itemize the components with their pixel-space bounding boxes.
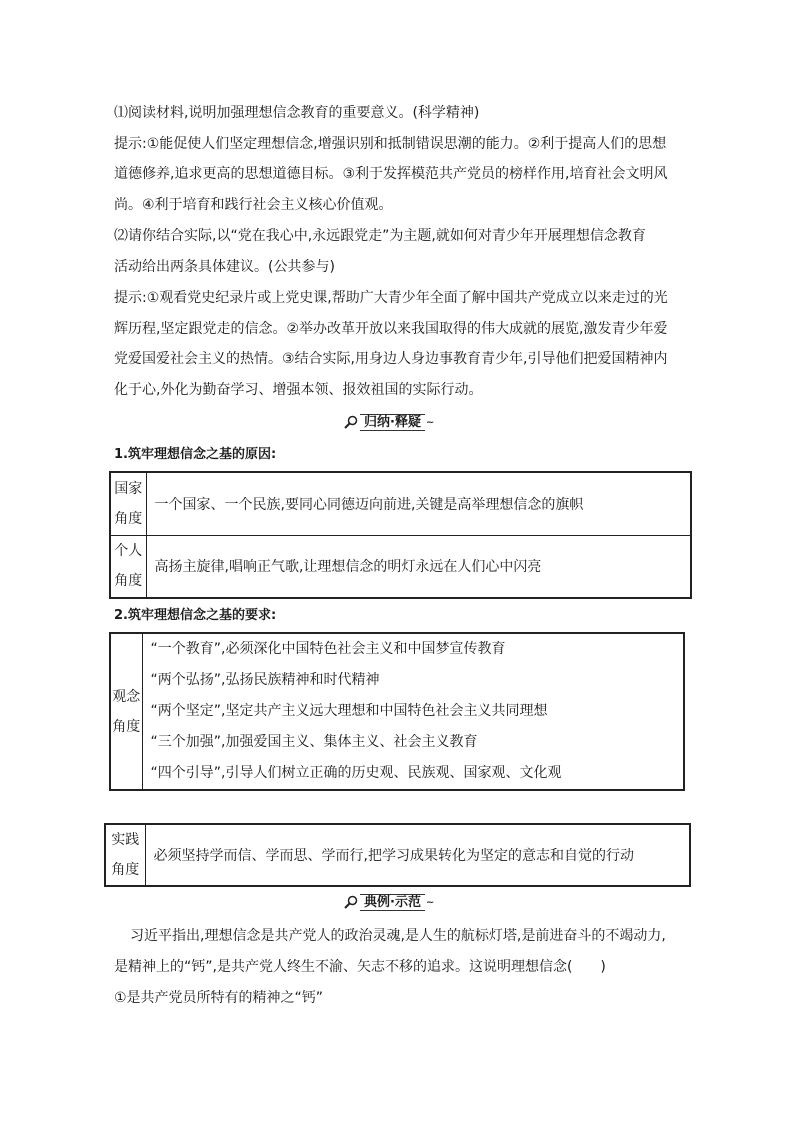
question1-hint-line-1: 提示:①能促使人们坚定理想信念,增强识别和抵制错误思潮的能力。②利于提高人们的思想 bbox=[114, 136, 667, 152]
row-content: 必须坚持学而信、学而思、学而行,把学习成果转化为坚定的意志和自觉的行动 bbox=[145, 824, 690, 886]
row-content: 高扬主旋律,唱响正气歌,让理想信念的明灯永远在人们心中闪亮 bbox=[146, 535, 691, 598]
row-label: 国家 角度 bbox=[110, 472, 146, 535]
question1-hint-line-2: 道德修养,追求更高的思想道德目标。③利于发挥模范共产党员的榜样作用,培育社会文明风 bbox=[114, 166, 668, 182]
reasons-heading: 1.筑牢理想信念之基的原因: bbox=[114, 447, 277, 462]
table-row bbox=[105, 824, 690, 886]
requirements-list bbox=[142, 633, 684, 790]
list-item: “四个引导”,引导人们树立正确的历史观、民族观、国家观、文化观 bbox=[150, 765, 562, 781]
list-item: “一个教育”,必须深化中国特色社会主义和中国梦宣传教育 bbox=[150, 641, 506, 657]
section-summary-tag bbox=[343, 413, 434, 431]
list-item: “两个坚定”,坚定共产主义远大理想和中国特色社会主义共同理想 bbox=[150, 703, 548, 719]
row-label: 实践 角度 bbox=[105, 824, 145, 886]
table-row bbox=[110, 472, 691, 535]
question1-hint-line-3: 尚。④利于培育和践行社会主义核心价值观。 bbox=[114, 197, 393, 213]
section-summary-label: 归纳·释疑 bbox=[360, 414, 425, 431]
table-row bbox=[110, 535, 691, 598]
section-example-label: 典例·示范 bbox=[360, 894, 425, 911]
table-row bbox=[110, 633, 684, 790]
section-example-tag bbox=[343, 893, 434, 911]
example-option-1: ①是共产党员所特有的精神之“钙” bbox=[114, 990, 324, 1006]
practice-table bbox=[104, 823, 691, 887]
question2-hint-line-1: 提示:①观看党史纪录片或上党史课,帮助广大青少年全面了解中国共产党成立以来走过的光 bbox=[114, 290, 668, 306]
list-item: “两个弘扬”,弘扬民族精神和时代精神 bbox=[150, 672, 380, 688]
row-label: 观念 角度 bbox=[110, 633, 142, 790]
question1-prompt: ⑴阅读材料,说明加强理想信念教育的重要意义。(科学精神) bbox=[114, 105, 480, 121]
squiggle-decoration-icon: ~ bbox=[425, 416, 435, 428]
requirements-table bbox=[109, 632, 685, 791]
question2-hint-line-4: 化于心,外化为勤奋学习、增强本领、报效祖国的实际行动。 bbox=[114, 382, 483, 398]
example-line-1: 习近平指出,理想信念是共产党人的政治灵魂,是人生的航标灯塔,是前进奋斗的不竭动力, bbox=[130, 928, 666, 944]
question2-prompt-line-1: ⑵请你结合实际,以“党在我心中,永远跟党走”为主题,就如何对青少年开展理想信念教育 bbox=[114, 228, 646, 244]
reasons-table bbox=[109, 471, 692, 599]
row-content: 一个国家、一个民族,要同心同德迈向前进,关键是高举理想信念的旗帜 bbox=[146, 472, 691, 535]
example-line-2: 是精神上的“钙”,是共产党人终生不渝、矢志不移的追求。这说明理想信念( ) bbox=[114, 959, 606, 975]
requirements-heading: 2.筑牢理想信念之基的要求: bbox=[114, 608, 277, 623]
magnifier-icon bbox=[343, 894, 359, 910]
magnifier-icon bbox=[343, 414, 359, 430]
question2-hint-line-2: 辉历程,坚定跟党走的信念。②举办改革开放以来我国取得的伟大成就的展览,激发青少年爱 bbox=[114, 321, 668, 337]
list-item: “三个加强”,加强爱国主义、集体主义、社会主义教育 bbox=[150, 734, 478, 750]
row-label: 个人 角度 bbox=[110, 535, 146, 598]
squiggle-decoration-icon: ~ bbox=[425, 896, 435, 908]
question2-prompt-line-2: 活动给出两条具体建议。(公共参与) bbox=[114, 259, 335, 275]
question2-hint-line-3: 党爱国爱社会主义的热情。③结合实际,用身边人身边事教育青少年,引导他们把爱国精神内 bbox=[114, 351, 668, 367]
